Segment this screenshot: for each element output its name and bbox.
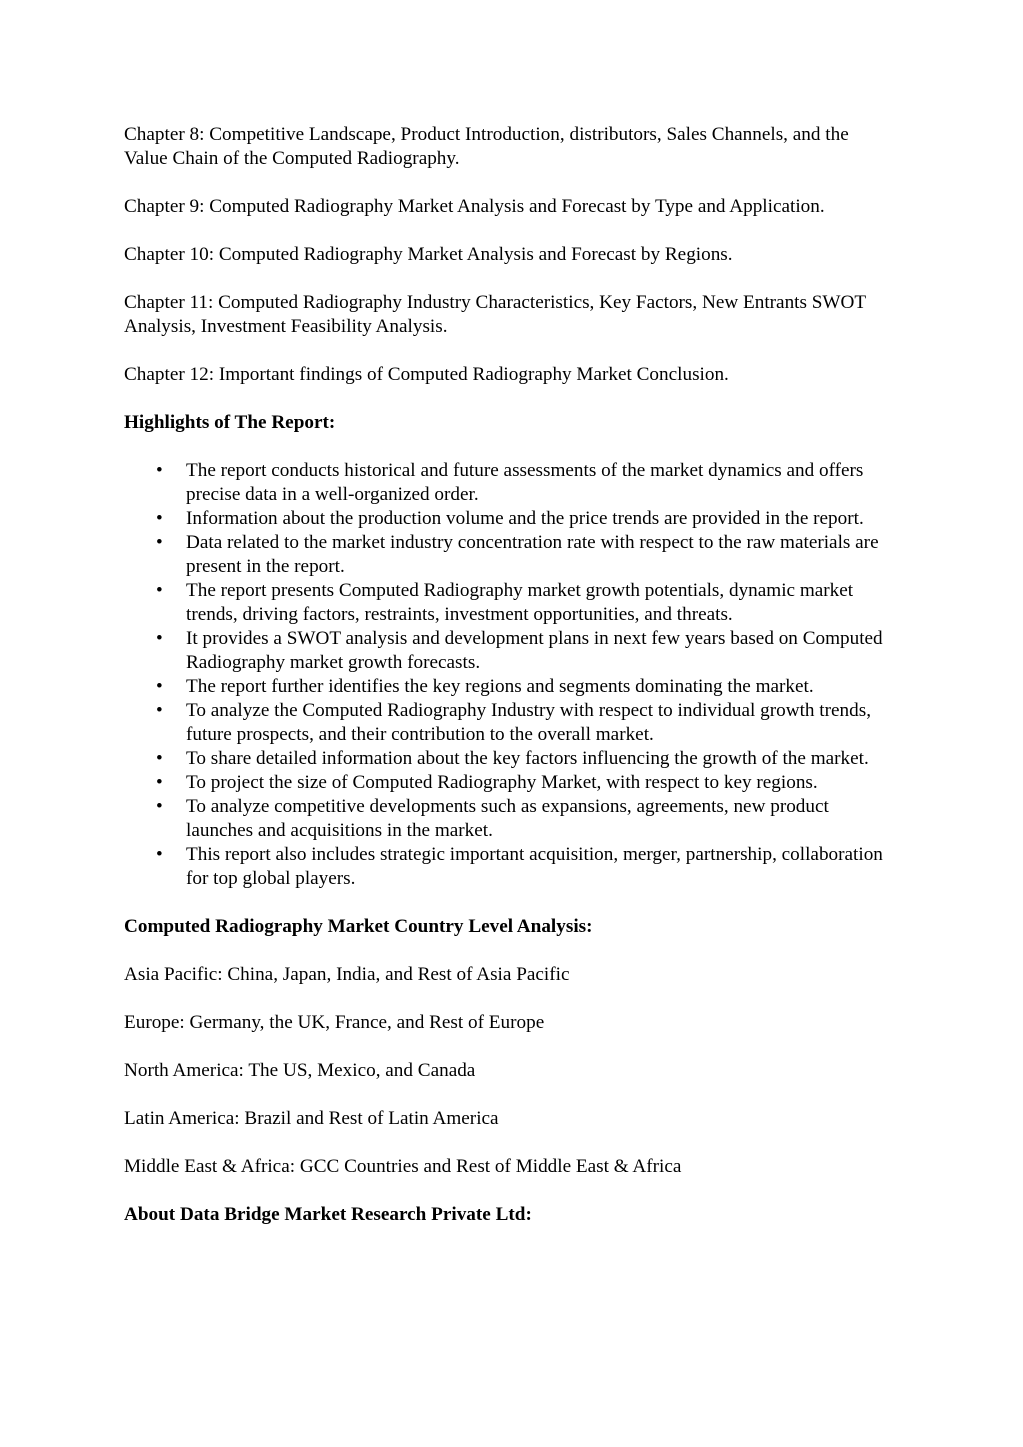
list-item: [124, 507, 894, 531]
bullet-icon: •: [156, 676, 163, 697]
bullet-icon: •: [156, 580, 163, 601]
list-item-text: It provides a SWOT analysis and development plans in next few years based on Computed Radiography market growth forecasts.: [186, 628, 883, 673]
chapter-8-text: Chapter 8: Competitive Landscape, Product Introduction, distributors, Sales Channels, and the Value Chain of the Computed Radiography.: [124, 124, 849, 169]
list-item: [124, 675, 894, 699]
bullet-icon: •: [156, 796, 163, 817]
bullet-icon: •: [156, 748, 163, 769]
list-item: [124, 771, 894, 795]
list-item-text: The report further identifies the key regions and segments dominating the market.: [186, 676, 814, 697]
list-item: [124, 699, 894, 747]
list-item-text: Data related to the market industry concentration rate with respect to the raw materials are present in the report.: [186, 532, 879, 577]
document-page: [124, 123, 894, 1251]
country-analysis-heading: Computed Radiography Market Country Level Analysis:: [124, 916, 593, 937]
list-item-text: The report presents Computed Radiography market growth potentials, dynamic market trends, driving factors, restraints, investment opportunities, and threats.: [186, 580, 854, 625]
list-item-text: Information about the production volume and the price trends are provided in the report.: [186, 508, 864, 529]
region-asia-pacific: Asia Pacific: China, Japan, India, and Rest of Asia Pacific: [124, 964, 570, 985]
chapter-11-text: Chapter 11: Computed Radiography Industry Characteristics, Key Factors, New Entrants SWOT Analysis, Investment Feasibility Analysis.: [124, 292, 866, 337]
list-item: [124, 627, 894, 675]
region-middle-east-africa: Middle East & Africa: GCC Countries and Rest of Middle East & Africa: [124, 1156, 682, 1177]
bullet-icon: •: [156, 532, 163, 553]
list-item-text: This report also includes strategic important acquisition, merger, partnership, collaboration for top global players.: [186, 844, 883, 889]
region-latin-america: Latin America: Brazil and Rest of Latin America: [124, 1108, 499, 1129]
chapter-10-text: Chapter 10: Computed Radiography Market Analysis and Forecast by Regions.: [124, 244, 733, 265]
bullet-icon: •: [156, 844, 163, 865]
region-north-america: North America: The US, Mexico, and Canada: [124, 1060, 476, 1081]
highlights-heading: Highlights of The Report:: [124, 412, 336, 433]
list-item: [124, 843, 894, 891]
list-item-text: To project the size of Computed Radiography Market, with respect to key regions.: [186, 772, 818, 793]
list-item: [124, 747, 894, 771]
bullet-icon: •: [156, 772, 163, 793]
about-heading: About Data Bridge Market Research Private Ltd:: [124, 1204, 532, 1225]
bullet-icon: •: [156, 508, 163, 529]
chapter-12-text: Chapter 12: Important findings of Computed Radiography Market Conclusion.: [124, 364, 729, 385]
list-item: [124, 579, 894, 627]
bullet-icon: •: [156, 460, 163, 481]
list-item: [124, 459, 894, 507]
region-europe: Europe: Germany, the UK, France, and Rest of Europe: [124, 1012, 545, 1033]
bullet-icon: •: [156, 628, 163, 649]
list-item: [124, 795, 894, 843]
highlights-list: [124, 459, 894, 891]
list-item-text: The report conducts historical and future assessments of the market dynamics and offers precise data in a well-organized order.: [186, 460, 864, 505]
bullet-icon: •: [156, 700, 163, 721]
chapter-9-text: Chapter 9: Computed Radiography Market Analysis and Forecast by Type and Application.: [124, 196, 825, 217]
list-item: [124, 531, 894, 579]
list-item-text: To analyze competitive developments such as expansions, agreements, new product launches and acquisitions in the market.: [186, 796, 829, 841]
list-item-text: To share detailed information about the key factors influencing the growth of the market.: [186, 748, 869, 769]
list-item-text: To analyze the Computed Radiography Industry with respect to individual growth trends, future prospects, and their contribution to the overall market.: [186, 700, 871, 745]
